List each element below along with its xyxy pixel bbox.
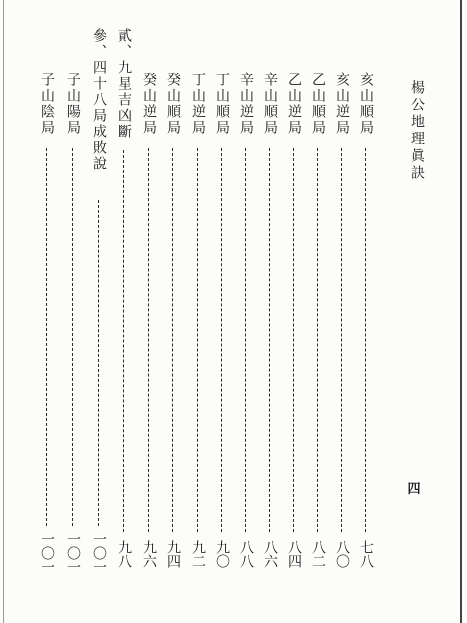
toc-entry-page: 八〇 — [334, 540, 350, 568]
toc-entry — [36, 0, 58, 623]
toc-entry-page: 一〇一 — [91, 532, 107, 574]
toc-entry-title: 癸山順局 — [165, 72, 181, 136]
toc-entry-title: 子山陰局 — [39, 72, 55, 136]
toc-entry — [88, 0, 110, 623]
toc-entry-title: 貳、九星吉凶斷 — [116, 28, 132, 140]
toc-leader-dots — [46, 148, 47, 526]
toc-entry-title: 乙山逆局 — [286, 72, 302, 136]
toc-entry-page: 九六 — [141, 540, 157, 568]
toc-entry-page: 九四 — [165, 540, 181, 568]
toc-entry-page: 九二 — [190, 540, 206, 568]
toc-entry — [307, 0, 329, 623]
toc-entry-page: 八八 — [238, 540, 254, 568]
toc-entry — [355, 0, 377, 623]
toc-entry-title: 丁山逆局 — [190, 72, 206, 136]
toc-entry-title: 子山陽局 — [65, 72, 81, 136]
toc-leader-dots — [123, 150, 124, 532]
toc-entry — [113, 0, 135, 623]
toc-entry-title: 丁山順局 — [214, 72, 230, 136]
toc-entry — [62, 0, 84, 623]
toc-entry — [138, 0, 160, 623]
toc-entry-title: 癸山逆局 — [141, 72, 157, 136]
toc-leader-dots — [293, 148, 294, 532]
running-title: 楊公地理眞訣 — [409, 80, 425, 182]
toc-entry — [211, 0, 233, 623]
toc-entry-page: 七八 — [358, 540, 374, 568]
toc-entry — [331, 0, 353, 623]
toc-leader-dots — [365, 148, 366, 532]
toc-entry-page: 九八 — [116, 540, 132, 568]
toc-entry-title: 參、四十八局成敗說 — [91, 28, 107, 172]
toc-entry — [283, 0, 305, 623]
toc-leader-dots — [341, 148, 342, 532]
toc-entry-title: 辛山逆局 — [238, 72, 254, 136]
toc-leader-dots — [245, 148, 246, 532]
toc-leader-dots — [172, 148, 173, 532]
toc-leader-dots — [98, 200, 99, 526]
toc-leader-dots — [317, 148, 318, 532]
toc-entry-title: 亥山順局 — [358, 72, 374, 136]
toc-entry-title: 辛山順局 — [262, 72, 278, 136]
toc-entry-page: 一〇一 — [39, 532, 55, 574]
toc-entry — [235, 0, 257, 623]
toc-leader-dots — [197, 148, 198, 532]
toc-entry-page: 八四 — [286, 540, 302, 568]
toc-entry — [259, 0, 281, 623]
toc-entry-page: 九〇 — [214, 540, 230, 568]
toc-leader-dots — [148, 148, 149, 532]
toc-entry-page: 八六 — [262, 540, 278, 568]
toc-entry — [162, 0, 184, 623]
toc-entry-page: 八二 — [310, 540, 326, 568]
toc-leader-dots — [221, 148, 222, 532]
toc-entry-page: 一〇一 — [65, 532, 81, 574]
toc-entry-title: 乙山順局 — [310, 72, 326, 136]
toc-entry — [187, 0, 209, 623]
page-number: 四 — [407, 482, 421, 497]
toc-leader-dots — [72, 148, 73, 526]
toc-entry-title: 亥山逆局 — [334, 72, 350, 136]
toc-leader-dots — [269, 148, 270, 532]
